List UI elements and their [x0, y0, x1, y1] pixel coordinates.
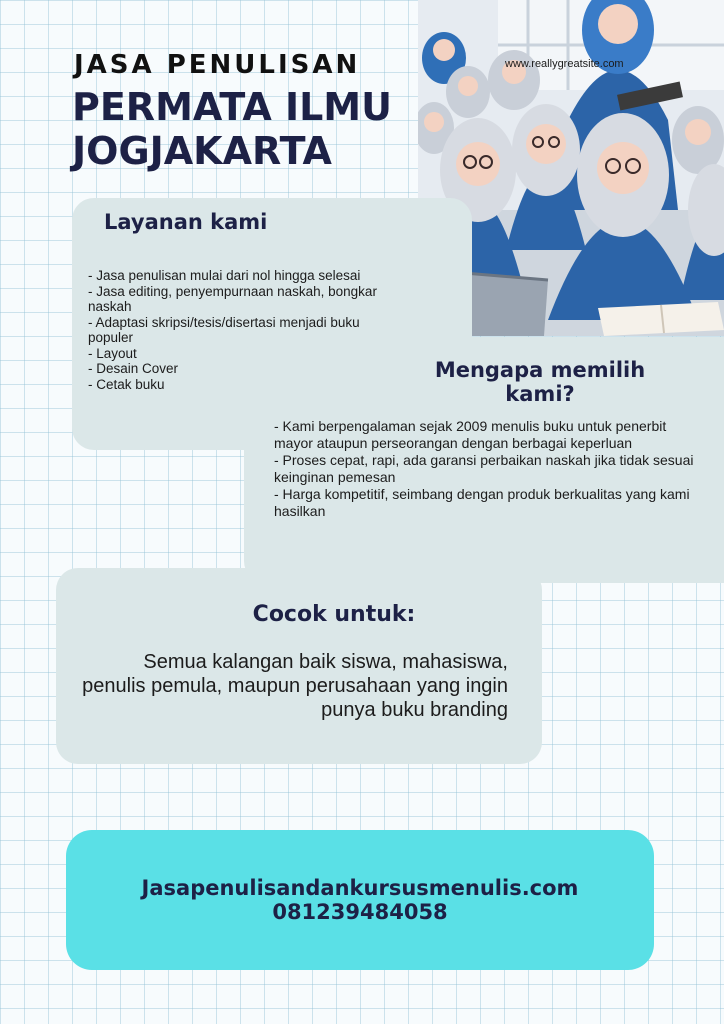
why-us-list	[274, 418, 704, 520]
list-item: - Jasa penulisan mulai dari nol hingga selesai	[88, 268, 361, 283]
page-title-line-1: PERMATA ILMU	[72, 85, 392, 129]
why-us-title: Mengapa memilih kami?	[434, 358, 646, 406]
list-item: - Desain Cover	[88, 361, 179, 376]
page-title-line-2: JOGJAKARTA	[72, 129, 332, 173]
list-item: - Jasa editing, penyempurnaan naskah, bongkar naskah	[88, 283, 377, 314]
list-item: - Layout	[88, 345, 137, 361]
list-item: - Kami berpengalaman sejak 2009 menulis buku untuk penerbit mayor ataupun perseorangan dengan berbagai keperluan	[274, 418, 667, 451]
list-item: - Harga kompetitif, seimbang dengan produk berkualitas yang kami hasilkan	[274, 486, 690, 519]
suitable-for-text: Semua kalangan baik siswa, mahasiswa, penulis pemula, maupun perusahaan yang ingin punya buku branding	[82, 651, 508, 721]
site-url: www.reallygreatsite.com	[505, 58, 624, 70]
suitable-for-title: Cocok untuk:	[252, 602, 416, 627]
header-kicker: JASA PENULISAN	[74, 50, 361, 80]
contact-website-link[interactable]: Jasapenulisandankursusmenulis.com	[141, 876, 579, 900]
list-item: - Cetak buku	[88, 376, 165, 392]
list-item: - Proses cepat, rapi, ada garansi perbaikan naskah jika tidak sesuai keinginan pemesan	[274, 452, 694, 485]
list-item: - Adaptasi skripsi/tesis/disertasi menjadi buku populer	[88, 314, 360, 345]
contact-phone[interactable]: 081239484058	[272, 900, 448, 924]
services-title: Layanan kami	[104, 210, 268, 234]
